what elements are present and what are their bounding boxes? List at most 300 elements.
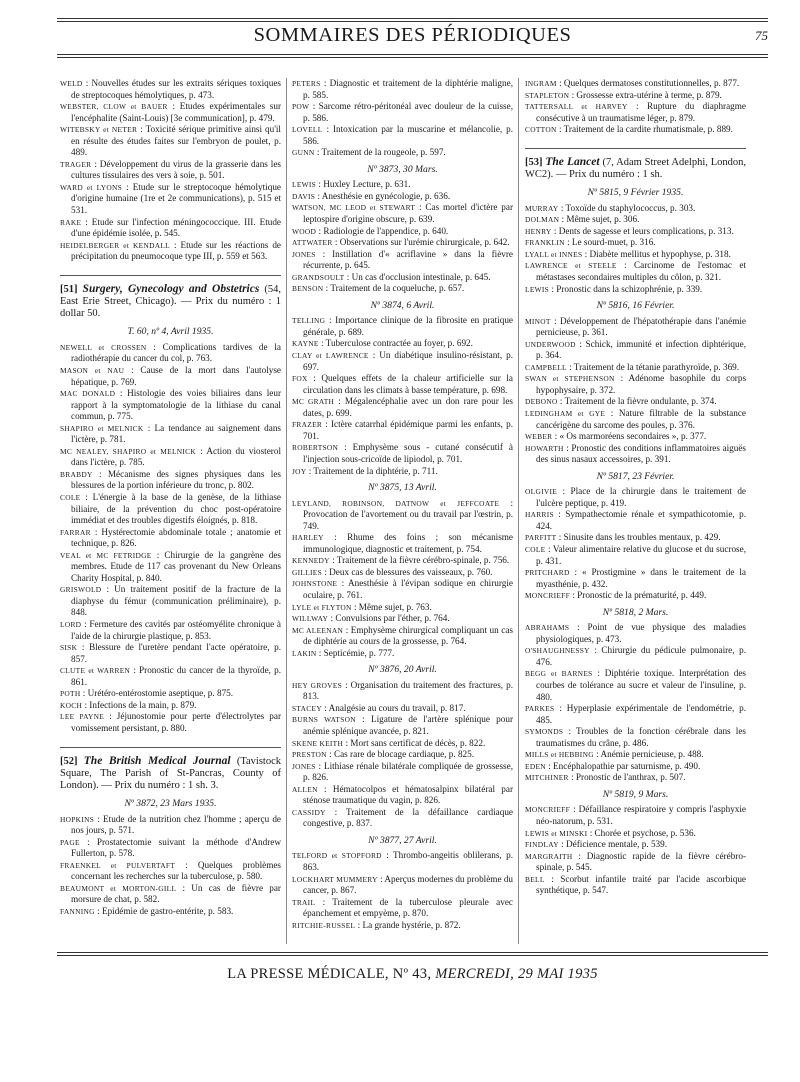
article-title: : Quelques dermatoses constitutionnelles, p. 877. (559, 78, 740, 88)
issue-heading: Nº 3873, 30 Mars. (367, 163, 438, 175)
article-author: LOCKHART MUMMERY (292, 874, 378, 884)
article-author: HEIDELBERGER et KENDALL (60, 240, 170, 250)
article-title: : Etude sur l'infection méningococcique. III. Etude d'une épidémie isolée, p. 545. (71, 216, 282, 239)
article-title: : Anémie pernicieuse, p. 488. (596, 749, 704, 760)
article-author: DEBONO (525, 397, 558, 407)
article-author: MASON et NAU (60, 366, 125, 375)
article-author: HENRY (525, 226, 552, 236)
article-title: : L'énergie à la base de la genèse, de la lithiase biliaire, de la prévention du choc post-opératoire immédiat et des troubles digestifs éloignés, p. 818. (71, 492, 282, 526)
article-entry (292, 442, 513, 465)
article-entry (292, 396, 513, 419)
article-title: : Lithiase rénale bilatérale compliquée de grossesse, p. 826. (303, 760, 513, 783)
article-title: : Deux cas de blessures des vaisseaux, p. 760. (324, 566, 493, 577)
article-entry (292, 283, 513, 295)
article-entry (60, 688, 281, 700)
article-entry (60, 665, 281, 688)
article-entry (525, 249, 746, 261)
article-entry (292, 315, 513, 338)
article-author: WELD (60, 79, 83, 88)
article-title: : Pronostic de la prématurité, p. 449. (572, 590, 707, 601)
article-title: : Huxley Lecture, p. 631. (318, 179, 411, 190)
article-title: : Toxoïde du staphylococcus, p. 303. (560, 202, 696, 213)
article-entry (60, 469, 281, 492)
article-entry (292, 738, 513, 750)
article-title: : Quelques problèmes concernant les recherches sur la tuberculose, p. 580. (71, 859, 282, 882)
issue-heading: Nº 3876, 20 Avril. (368, 664, 437, 676)
page-title: SOMMAIRES DES PÉRIODIQUES (253, 24, 572, 46)
article-entry (525, 90, 746, 102)
journal-divider (60, 275, 281, 276)
article-author: KENNEDY (292, 556, 330, 566)
article-entry (525, 316, 746, 339)
article-entry (525, 284, 746, 296)
article-author: ROBERTSON (292, 443, 339, 453)
article-author: O'SHAUGHNESSY (525, 646, 590, 656)
article-title: : Chirurgie du pédicule pulmonaire, p. 476. (536, 645, 746, 667)
article-author: LORD (60, 620, 82, 630)
article-title: : Urétéro-entérostomie aseptique, p. 875. (82, 688, 234, 699)
article-author: SWAN et STEPHENSON (525, 374, 615, 384)
article-title: : Chorée et psychose, p. 536. (589, 827, 696, 838)
article-entry (525, 373, 746, 396)
page-footer (57, 966, 768, 983)
article-title: : Pronostic des conditions inflammatoires aiguës des sinus nasaux accessoires, p. 391. (536, 442, 746, 465)
article-title: : Scorbut infantile traité par l'acide ascorbique synthétique, p. 547. (536, 873, 746, 896)
article-author: PETERS (292, 79, 321, 88)
article-author: MURRAY (525, 203, 559, 213)
footer-issue: Nº 43, (392, 966, 432, 982)
article-author: RITCHIE-RUSSEL (292, 920, 356, 930)
article-author: CLAY et LAWRENCE (292, 351, 369, 361)
article-author: COLE (525, 545, 546, 554)
article-author: SHAPIRO et MELNICK (60, 423, 144, 433)
article-author: TELLING (292, 316, 326, 326)
article-title: : Ictère catarrhal épidémique parmi les enfants, p. 701. (303, 419, 513, 441)
column-divider (286, 78, 287, 944)
article-entry (60, 101, 281, 124)
article-author: LEE PAYNE (60, 712, 105, 722)
issue-heading: Nº 5817, 23 Février. (596, 470, 675, 482)
journal-heading (60, 283, 281, 321)
article-title: : Traitement de la rougeole, p. 597. (316, 147, 446, 158)
article-title: : Epidémie de gastro-entérite, p. 583. (97, 906, 234, 917)
article-entry (525, 443, 746, 466)
article-title: : Hyperplasie expérimentale de l'endométrie, p. 485. (536, 703, 746, 725)
article-title: : Schick, immunité et infection diphtérique, p. 364. (536, 338, 746, 361)
article-author: LEWIS et MINSKI (525, 828, 588, 838)
article-title: : Point de vue physique des maladies physiologiques, p. 473. (536, 622, 747, 644)
article-entry (525, 408, 746, 431)
article-entry (525, 761, 746, 773)
journal-heading (525, 156, 746, 181)
article-title: : Instillation d'« acriflavine » dans la fièvre récurrente, p. 645. (303, 248, 514, 271)
article-title: : Même sujet, p. 763. (353, 601, 432, 612)
footer-rule-inner (57, 955, 768, 956)
article-entry (60, 550, 281, 585)
article-author: TATTERSALL et HARVEY (525, 102, 628, 112)
article-entry (525, 124, 746, 136)
article-title: : Un diabétique insulino-résistant, p. 697. (303, 350, 513, 372)
article-title: : Provocation de l'avortement ou du travail par l'œstrin, p. 749. (303, 497, 513, 531)
article-entry (292, 191, 513, 203)
article-title: : Thrombo-angeitis oblilerans, p. 863. (303, 850, 514, 872)
column-left (60, 78, 281, 918)
article-author: SYMONDS (525, 727, 564, 737)
article-entry (292, 498, 513, 533)
article-author: POTH (60, 689, 81, 699)
article-author: PRITCHARD (525, 568, 570, 578)
article-entry (60, 527, 281, 550)
article-title: : Un traitement positif de la fracture de la diaphyse du fémur (communication préliminaire), p. 848. (71, 584, 282, 618)
footer-publication: LA PRESSE MÉDICALE, (227, 966, 389, 982)
article-title: : Développement de l'hépatothérapie dans l'anémie pernicieuse, p. 361. (536, 315, 747, 338)
article-title: : Etude sur les réactions de précipitation du pneumocoque type III, p. 559 et 563. (71, 239, 282, 262)
article-entry (292, 373, 513, 396)
article-entry (60, 700, 281, 712)
article-entry (525, 260, 746, 283)
article-title: : Quelques effets de la chaleur artificielle sur la circulation dans les climats à basse température, p. 698. (303, 373, 513, 395)
article-entry (60, 883, 281, 906)
article-entry (292, 555, 513, 567)
article-author: FANNING (60, 907, 95, 917)
article-entry (292, 749, 513, 761)
article-title: : Traitement de la tétanie parathyroïde, p. 369. (569, 361, 740, 372)
article-title: : Traitement de la coqueluche, p. 657. (325, 283, 465, 294)
article-entry (60, 814, 281, 837)
article-title: : Déficience mentale, p. 539. (561, 839, 668, 850)
article-entry (60, 365, 281, 388)
article-author: WARD et LYONS (60, 182, 123, 192)
article-title: : Hématocolpos et hématosalpinx bilatéral par sténose traumatique du vagin, p. 826. (303, 783, 514, 806)
article-entry (292, 466, 513, 478)
article-entry (525, 214, 746, 226)
article-author: WEBER (525, 432, 553, 442)
article-title: : Mécanisme des signes physiques dans les blessures de la portion inférieure du tronc, p. 802. (71, 468, 281, 491)
article-title: : Infections de la main, p. 879. (84, 699, 197, 710)
article-title: : Le sourd-muet, p. 316. (567, 237, 656, 248)
article-entry (525, 237, 746, 249)
article-author: RAKE (60, 217, 82, 227)
article-entry (60, 642, 281, 665)
journal-name: Surgery, Gynecology and Obstetrics (82, 282, 260, 295)
article-entry (292, 897, 513, 920)
article-title: : Cas mortel d'ictère par leptospire d'origine obscure, p. 639. (303, 202, 514, 225)
article-author: EDEN (525, 761, 546, 771)
issue-heading: Nº 3872, 23 Mars 1935. (124, 798, 217, 810)
article-title: : Action du viosterol dans l'ictère, p. 785. (71, 445, 281, 468)
article-title: : Nature filtrable de la substance cancérigène du sarcome des poules, p. 376. (536, 407, 746, 430)
article-entry (525, 532, 746, 544)
article-author: MC ALEENAN (292, 625, 344, 635)
article-author: GILLIES (292, 567, 323, 577)
article-entry (60, 182, 281, 217)
header-rule-inner (57, 57, 768, 58)
article-entry (292, 602, 513, 614)
article-entry (525, 749, 746, 761)
article-author: NEWELL et CROSSEN (60, 342, 147, 352)
article-author: FRAZER (292, 420, 323, 430)
article-title: : Analgésie au cours du travail, p. 817. (324, 702, 466, 713)
article-author: MONCRIEFF (525, 591, 571, 601)
article-entry (60, 240, 281, 263)
article-title: : Aperçus modernes du problème du cancer, p. 867. (303, 873, 514, 896)
article-author: WEBSTER, CLOW et BAUER (60, 102, 168, 112)
article-title: : Place de la chirurgie dans le traitement de l'ulcère peptique, p. 419. (536, 486, 746, 508)
article-author: JOY (292, 466, 307, 476)
article-title: : Blessure de l'uretère pendant l'acte opératoire, p. 857. (71, 642, 282, 664)
article-title: : Sarcome rétro-péritonéal avec douleur de la cuisse, p. 586. (303, 101, 514, 123)
article-title: : Adénome basophile du corps hypophysaire, p. 372. (536, 373, 747, 395)
article-entry (525, 101, 746, 124)
article-title: : Diabète mellitus et hypophyse, p. 318. (584, 248, 731, 259)
article-author: TRAIL (292, 897, 316, 907)
article-title: : Rhume des foins ; son mécanisme immunologique, diagnostic et traitement, p. 754. (303, 532, 514, 554)
article-entry (292, 680, 513, 703)
article-author: HEY GROVES (292, 680, 343, 690)
article-title: : Prostatectomie suivant la méthode d'Andrew Fullerton, p. 578. (71, 836, 281, 859)
article-author: MC GRATH (292, 397, 335, 407)
article-author: MAC DONALD (60, 389, 116, 399)
journal-number: [51] (60, 283, 78, 295)
article-title: : Même sujet, p. 306. (561, 214, 640, 225)
article-author: LAKIN (292, 648, 317, 658)
journal-number: [53] (525, 156, 543, 168)
article-entry (60, 159, 281, 182)
article-title: : Traitement de la défaillance cardiaque congestive, p. 837. (303, 806, 514, 829)
article-author: BURNS WATSON (292, 715, 356, 725)
article-entry (292, 714, 513, 737)
article-entry (292, 807, 513, 830)
article-title: : Traitement de la diphtérie, p. 711. (308, 465, 438, 476)
article-title: : Développement du virus de la grasserie dans les cultures tissulaires des vers à soie, p. 501. (71, 158, 282, 181)
article-author: JONES (292, 249, 316, 259)
article-author: MILLS et HEBBING (525, 750, 594, 760)
journal-name: The British Medical Journal (83, 754, 231, 767)
article-author: DAVIS (292, 191, 316, 201)
article-entry (292, 874, 513, 897)
article-entry (60, 906, 281, 918)
issue-heading: Nº 3875, 13 Avril. (368, 482, 437, 494)
article-title: : La tendance au saignement dans l'ictère, p. 781. (71, 422, 281, 445)
article-author: DOLMAN (525, 215, 560, 225)
article-author: FRAENKEL et PULVERTAFT (60, 860, 176, 870)
journal-details: (7, Adam Street Adelphi, London, WC2). — Prix du numéro : 1 sh. (525, 156, 747, 180)
article-author: MC NEALEY, SHAPIRO et MELNICK (60, 446, 197, 456)
article-title: : Cause de la mort dans l'autolyse hépatique, p. 769. (71, 365, 282, 387)
article-title: : « Prostigmine » dans le traitement de la myasthénie, p. 432. (536, 567, 746, 589)
article-entry (525, 874, 746, 897)
footer-date: MERCREDI, 29 MAI 1935 (435, 966, 598, 982)
article-title: : Tuberculose contractée au foyer, p. 692. (320, 338, 473, 349)
article-entry (60, 584, 281, 619)
article-author: INGRAM (525, 79, 557, 88)
article-title: : Septicémie, p. 777. (318, 647, 395, 658)
article-entry (292, 147, 513, 159)
top-rule (57, 18, 768, 19)
article-entry (525, 851, 746, 874)
article-title: : Traitement de la fièvre ondulante, p. 374. (559, 396, 717, 407)
article-author: PARKES (525, 704, 555, 714)
article-entry (525, 567, 746, 590)
issue-heading: Nº 5818, 2 Mars. (602, 606, 669, 618)
journal-name: The Lancet (545, 155, 600, 168)
article-author: KAYNE (292, 339, 319, 349)
column-divider (518, 78, 519, 944)
footer-rule (57, 952, 768, 953)
article-author: KOCH (60, 700, 83, 710)
article-entry (292, 226, 513, 238)
article-title: : Complications tardives de la radiothérapie du cancer du col, p. 763. (71, 341, 282, 364)
article-entry (292, 613, 513, 625)
top-rule-inner (57, 21, 768, 22)
article-author: FARRAR (60, 527, 91, 537)
article-entry (525, 828, 746, 840)
article-author: BEAUMONT et MORTON-GILL (60, 883, 177, 893)
article-author: HARLEY (292, 533, 324, 543)
article-author: GRISWOLD (60, 585, 102, 595)
article-entry (525, 839, 746, 851)
article-entry (525, 590, 746, 602)
article-entry (60, 446, 281, 469)
page-number: 75 (755, 28, 768, 43)
article-entry (525, 726, 746, 749)
article-entry (60, 492, 281, 527)
article-title: : Pronostic dans la schizophrénie, p. 339. (551, 283, 703, 294)
article-author: JONES (292, 761, 316, 771)
article-title: : Grossesse extra-utérine à terme, p. 879. (571, 89, 722, 100)
article-author: HARRIS (525, 510, 554, 520)
journal-heading (60, 755, 281, 793)
article-title: : Importance clinique de la fibrosite en pratique générale, p. 689. (303, 315, 513, 337)
article-author: PRESTON (292, 750, 327, 760)
article-title: : Convulsions par l'éther, p. 764. (330, 613, 450, 624)
article-author: FRANKLIN (525, 238, 565, 248)
article-author: BRABDY (60, 469, 93, 479)
article-entry (525, 703, 746, 726)
article-title: : Carcinome de l'estomac et métastases secondaires multiples du côlon, p. 321. (536, 260, 746, 282)
article-author: FOX (292, 374, 308, 384)
article-author: MONCRIEFF (525, 805, 571, 815)
article-author: STACEY (292, 703, 322, 713)
article-author: PARFITT (525, 533, 557, 543)
article-entry (525, 509, 746, 532)
article-entry (60, 860, 281, 883)
article-entry (60, 619, 281, 642)
article-author: HOWARTH (525, 443, 564, 453)
article-title: : Dents de sagesse et leurs complications, p. 313. (553, 225, 734, 236)
article-title: : Etude sur le streptocoque hémolytique d'origine humaine (1re et 2e communications), p. 515 et 531. (71, 181, 281, 216)
article-title: : Traitement de la tuberculose pleurale avec épanchement et empyème, p. 870. (303, 896, 513, 919)
column-right (525, 78, 746, 897)
article-entry (292, 350, 513, 373)
article-title: : Chirurgie de la gangrène des membres. Etude de 117 cas provenant du New Orleans Charity Hospital, p. 840. (71, 549, 281, 583)
article-entry (292, 202, 513, 225)
article-author: FINDLAY (525, 840, 559, 850)
article-entry (525, 362, 746, 374)
article-entry (525, 78, 746, 90)
article-author: HOPKINS (60, 814, 95, 824)
article-entry (525, 645, 746, 668)
article-entry (292, 78, 513, 101)
article-entry (525, 339, 746, 362)
article-author: CASSIDY (292, 807, 326, 817)
article-title: : Fermeture des cavités par ostéomyélite chronique à l'aide de la chirurgie plastique, p. 853. (71, 619, 281, 641)
article-title: : Pronostic du cancer de la thyroïde, p. 861. (71, 665, 281, 687)
article-entry (292, 532, 513, 555)
article-author: WOOD (292, 226, 317, 236)
article-title: : Diagnostic rapide de la fièvre cérébro-spinale, p. 545. (536, 850, 746, 873)
article-author: POW (292, 102, 310, 112)
article-title: : Encéphalopathie par saturnisme, p. 490. (548, 760, 701, 771)
article-entry (60, 423, 281, 446)
journal-details: (54, East Erie Street, Chicago). — Prix du numéro : 1 dollar 50. (60, 283, 281, 320)
article-entry (292, 625, 513, 648)
article-entry (292, 124, 513, 147)
article-author: WILLWAY (292, 614, 329, 624)
article-title: : La grande hystérie, p. 872. (357, 919, 461, 930)
article-author: LAWRENCE et STEELE (525, 261, 617, 271)
article-author: BENSON (292, 284, 324, 294)
article-title: : Un cas d'occlusion intestinale, p. 645. (346, 271, 491, 282)
article-author: OLGIVIE (525, 487, 558, 497)
article-author: UNDERWOOD (525, 339, 576, 349)
article-entry (292, 578, 513, 601)
article-author: ABRAHAMS (525, 623, 570, 633)
article-author: SKENE KEITH (292, 738, 344, 748)
article-title: : Radiologie de l'appendice, p. 640. (318, 225, 449, 236)
article-entry (292, 784, 513, 807)
article-title: : Sinusite dans les troubles mentaux, p. 429. (558, 532, 721, 543)
article-entry (292, 850, 513, 873)
article-title: : Traitement de la fièvre cérébro-spinale, p. 756. (332, 555, 510, 566)
column-middle (292, 78, 513, 931)
article-title: : Intoxication par la muscarine et mélancolie, p. 586. (303, 124, 514, 146)
article-author: LYLE et FLYTON (292, 602, 352, 612)
article-author: LEWIS (292, 180, 317, 190)
article-author: VEAL et MC FETRIDGE (60, 550, 152, 560)
article-title: : Sympathectomie rénale et sympathicotomie, p. 424. (536, 509, 746, 531)
article-entry (292, 567, 513, 579)
article-title: : Valeur alimentaire relative du glucose et du sucrose, p. 431. (536, 544, 746, 566)
article-author: TELFORD et STOPFORD (292, 851, 382, 861)
article-entry (292, 419, 513, 442)
article-entry (292, 338, 513, 350)
article-entry (525, 544, 746, 567)
article-entry (292, 272, 513, 284)
article-entry (60, 342, 281, 365)
article-title: : Traitement de la cardite rhumatismale, p. 889. (558, 124, 733, 135)
article-entry (525, 226, 746, 238)
article-entry (60, 217, 281, 240)
article-title: : Histologie des voies biliaires dans leur rapport à la symptomatologie de la lithiase du canal commun, p. 775. (71, 388, 282, 422)
article-author: SISK (60, 643, 78, 653)
article-author: CLUTE et WARREN (60, 666, 131, 676)
journal-number: [52] (60, 755, 78, 767)
article-title: : Mort sans certificat de décès, p. 822. (345, 737, 486, 748)
article-author: GRANDSOULT (292, 272, 345, 282)
article-entry (60, 837, 281, 860)
article-title: : « Os marmoréens secondaires », p. 377. (554, 431, 707, 442)
article-title: : Toxicité sérique primitive ainsi qu'il en résulte des études faites sur l'embryon de poulet, p. 489. (71, 124, 281, 158)
journal-details: (Tavistock Square, The Parish of St-Pancras, County of London). — Prix du numéro : 1 sh. 3. (60, 755, 281, 791)
article-author: WITEBSKY et NETER (60, 125, 138, 135)
article-author: LEYLAND, ROBINSON, DATNOW et JEFFCOATE (292, 498, 500, 508)
article-title: : Diphtérie toxique. Interprétation des courbes de tolérance au sucre et valeur de l'insuline, p. 480. (536, 668, 746, 702)
article-title: : Troubles de la fonction cérébrale dans les traumatismes du crâne, p. 486. (536, 726, 747, 748)
journal-divider (60, 747, 281, 748)
article-title: : Pronostic de l'anthrax, p. 507. (571, 772, 686, 783)
article-author: LYALL et INNES (525, 249, 583, 259)
